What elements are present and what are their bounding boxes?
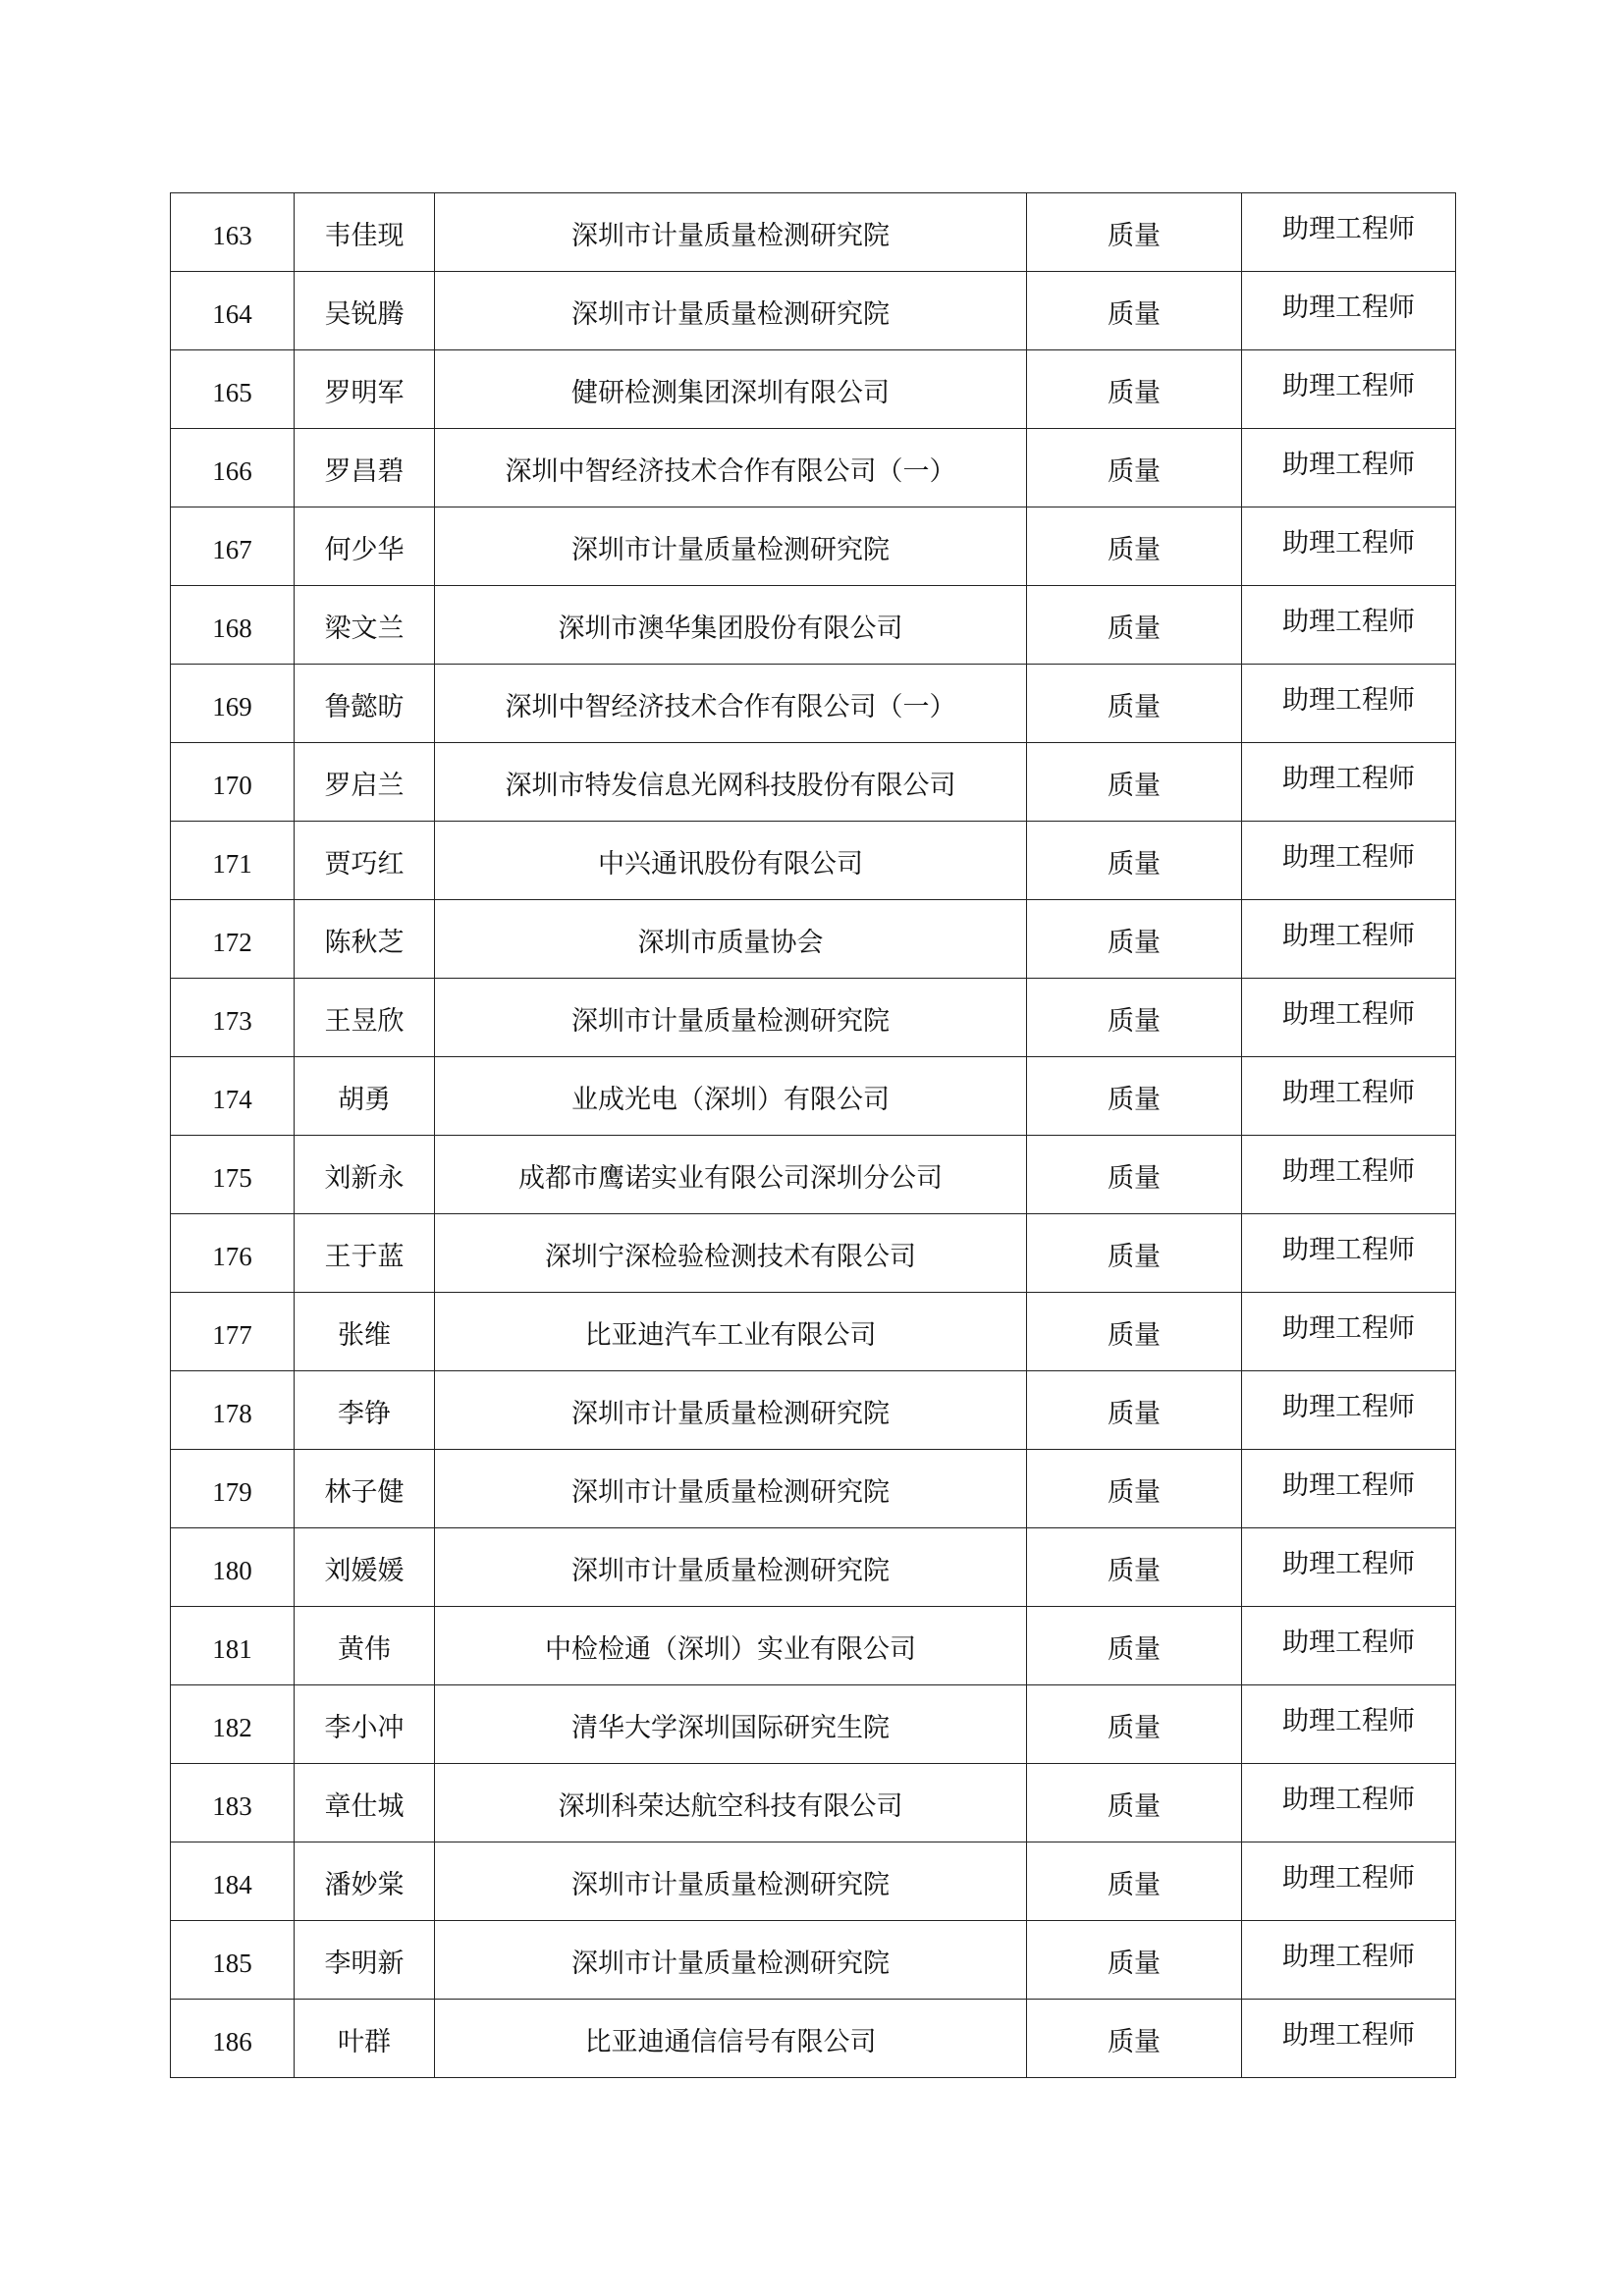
row-number: 168: [212, 614, 252, 643]
person-name: 王于蓝: [324, 1242, 405, 1272]
row-number-cell: [171, 1842, 295, 1921]
table-row: [171, 272, 1456, 350]
row-number-cell: [171, 586, 295, 665]
qualification-title-cell: [1242, 1842, 1456, 1921]
specialty-cell: [1027, 1528, 1242, 1607]
row-number-cell: [171, 507, 295, 586]
person-name: 鲁懿昉: [324, 692, 405, 722]
qualification-title: 助理工程师: [1282, 1313, 1415, 1344]
person-name-cell: [295, 1842, 435, 1921]
person-name-cell: [295, 665, 435, 743]
organization: 中检检通（深圳）实业有限公司: [545, 1634, 916, 1665]
row-number: 178: [212, 1399, 252, 1428]
person-name: 王昱欣: [324, 1006, 405, 1037]
row-number: 177: [212, 1320, 252, 1350]
person-name-cell: [295, 429, 435, 507]
row-number: 183: [212, 1791, 252, 1821]
specialty: 质量: [1108, 849, 1161, 880]
table-row: [171, 1136, 1456, 1214]
organization-cell: [435, 586, 1027, 665]
qualification-title: 助理工程师: [1282, 685, 1415, 716]
row-number: 180: [212, 1556, 252, 1585]
specialty-cell: [1027, 272, 1242, 350]
qualification-title-cell: [1242, 1214, 1456, 1293]
row-number-cell: [171, 1921, 295, 2000]
qualification-title-cell: [1242, 822, 1456, 900]
qualification-title: 助理工程师: [1282, 1785, 1415, 1815]
person-name: 贾巧红: [324, 849, 405, 880]
specialty-cell: [1027, 900, 1242, 979]
organization: 深圳市计量质量检测研究院: [571, 1399, 890, 1429]
qualification-title: 助理工程师: [1282, 1156, 1415, 1187]
person-name: 何少华: [324, 535, 405, 565]
person-name-cell: [295, 1293, 435, 1371]
row-number-cell: [171, 193, 295, 272]
specialty-cell: [1027, 1136, 1242, 1214]
qualification-title: 助理工程师: [1282, 764, 1415, 794]
qualification-title: 助理工程师: [1282, 214, 1415, 244]
specialty-cell: [1027, 1607, 1242, 1685]
organization: 比亚迪汽车工业有限公司: [584, 1320, 877, 1351]
row-number-cell: [171, 1214, 295, 1293]
qualification-title-cell: [1242, 1057, 1456, 1136]
table-row: [171, 350, 1456, 429]
organization: 深圳中智经济技术合作有限公司（一）: [505, 456, 956, 487]
organization-cell: [435, 1371, 1027, 1450]
table-row: [171, 822, 1456, 900]
row-number: 170: [212, 771, 252, 800]
qualification-title: 助理工程师: [1282, 999, 1415, 1030]
row-number: 166: [212, 456, 252, 486]
table-row: [171, 1685, 1456, 1764]
organization: 比亚迪通信信号有限公司: [584, 2027, 877, 2057]
table-row: [171, 2000, 1456, 2078]
specialty: 质量: [1108, 614, 1161, 644]
person-name-cell: [295, 1528, 435, 1607]
person-name-cell: [295, 1685, 435, 1764]
organization-cell: [435, 507, 1027, 586]
specialty: 质量: [1108, 456, 1161, 487]
person-name: 韦佳现: [324, 221, 405, 251]
table-row: [171, 979, 1456, 1057]
qualification-title-cell: [1242, 1528, 1456, 1607]
roster-table: [170, 192, 1456, 2078]
qualification-title-cell: [1242, 193, 1456, 272]
specialty: 质量: [1108, 692, 1161, 722]
row-number: 169: [212, 692, 252, 721]
table-row: [171, 1450, 1456, 1528]
specialty-cell: [1027, 586, 1242, 665]
qualification-title: 助理工程师: [1282, 1628, 1415, 1658]
person-name-cell: [295, 507, 435, 586]
qualification-title-cell: [1242, 1921, 1456, 2000]
specialty: 质量: [1108, 1556, 1161, 1586]
qualification-title-cell: [1242, 350, 1456, 429]
organization-cell: [435, 1136, 1027, 1214]
organization-cell: [435, 429, 1027, 507]
specialty: 质量: [1108, 299, 1161, 330]
qualification-title-cell: [1242, 1371, 1456, 1450]
organization-cell: [435, 665, 1027, 743]
row-number-cell: [171, 272, 295, 350]
organization: 深圳市计量质量检测研究院: [571, 1006, 890, 1037]
specialty: 质量: [1108, 1477, 1161, 1508]
person-name: 李明新: [324, 1949, 405, 1979]
row-number: 164: [212, 299, 252, 329]
person-name-cell: [295, 2000, 435, 2078]
person-name: 罗启兰: [324, 771, 405, 801]
person-name-cell: [295, 193, 435, 272]
table-row: [171, 1293, 1456, 1371]
qualification-title: 助理工程师: [1282, 842, 1415, 873]
person-name: 刘媛媛: [324, 1556, 405, 1586]
row-number-cell: [171, 665, 295, 743]
table-row: [171, 586, 1456, 665]
qualification-title-cell: [1242, 665, 1456, 743]
specialty: 质量: [1108, 1242, 1161, 1272]
organization-cell: [435, 1057, 1027, 1136]
organization-cell: [435, 1685, 1027, 1764]
row-number-cell: [171, 1685, 295, 1764]
person-name-cell: [295, 1607, 435, 1685]
organization: 中兴通讯股份有限公司: [598, 849, 863, 880]
row-number-cell: [171, 1764, 295, 1842]
person-name-cell: [295, 979, 435, 1057]
row-number: 182: [212, 1713, 252, 1742]
row-number-cell: [171, 1528, 295, 1607]
row-number: 184: [212, 1870, 252, 1899]
organization-cell: [435, 1607, 1027, 1685]
person-name: 章仕城: [324, 1791, 405, 1822]
row-number-cell: [171, 1057, 295, 1136]
organization: 深圳市计量质量检测研究院: [571, 1556, 890, 1586]
organization: 深圳市计量质量检测研究院: [571, 535, 890, 565]
specialty-cell: [1027, 743, 1242, 822]
qualification-title: 助理工程师: [1282, 1549, 1415, 1579]
row-number: 173: [212, 1006, 252, 1036]
organization: 深圳市计量质量检测研究院: [571, 1949, 890, 1979]
row-number: 176: [212, 1242, 252, 1271]
person-name: 李小冲: [324, 1713, 405, 1743]
qualification-title: 助理工程师: [1282, 528, 1415, 559]
specialty: 质量: [1108, 1085, 1161, 1115]
person-name-cell: [295, 1214, 435, 1293]
qualification-title: 助理工程师: [1282, 450, 1415, 480]
table-row: [171, 1842, 1456, 1921]
organization: 深圳科荣达航空科技有限公司: [558, 1791, 903, 1822]
qualification-title: 助理工程师: [1282, 607, 1415, 637]
qualification-title: 助理工程师: [1282, 1235, 1415, 1265]
person-name: 刘新永: [324, 1163, 405, 1194]
qualification-title: 助理工程师: [1282, 371, 1415, 401]
qualification-title-cell: [1242, 979, 1456, 1057]
qualification-title-cell: [1242, 586, 1456, 665]
organization-cell: [435, 979, 1027, 1057]
row-number-cell: [171, 2000, 295, 2078]
row-number-cell: [171, 979, 295, 1057]
row-number-cell: [171, 743, 295, 822]
table-row: [171, 743, 1456, 822]
row-number: 163: [212, 221, 252, 250]
organization: 业成光电（深圳）有限公司: [571, 1085, 890, 1115]
qualification-title-cell: [1242, 1607, 1456, 1685]
organization: 深圳市计量质量检测研究院: [571, 299, 890, 330]
specialty: 质量: [1108, 1634, 1161, 1665]
specialty: 质量: [1108, 1949, 1161, 1979]
qualification-title-cell: [1242, 429, 1456, 507]
qualification-title: 助理工程师: [1282, 1706, 1415, 1736]
person-name-cell: [295, 822, 435, 900]
qualification-title-cell: [1242, 1450, 1456, 1528]
qualification-title-cell: [1242, 1764, 1456, 1842]
organization: 健研检测集团深圳有限公司: [571, 378, 890, 408]
specialty-cell: [1027, 507, 1242, 586]
organization-cell: [435, 743, 1027, 822]
person-name-cell: [295, 743, 435, 822]
organization: 深圳中智经济技术合作有限公司（一）: [505, 692, 956, 722]
row-number: 167: [212, 535, 252, 564]
qualification-title-cell: [1242, 900, 1456, 979]
person-name: 李铮: [338, 1399, 391, 1429]
row-number-cell: [171, 900, 295, 979]
qualification-title: 助理工程师: [1282, 2020, 1415, 2051]
row-number-cell: [171, 1450, 295, 1528]
person-name-cell: [295, 350, 435, 429]
person-name: 胡勇: [338, 1085, 391, 1115]
specialty-cell: [1027, 1293, 1242, 1371]
person-name-cell: [295, 1371, 435, 1450]
organization-cell: [435, 193, 1027, 272]
table-row: [171, 1214, 1456, 1293]
specialty: 质量: [1108, 1791, 1161, 1822]
qualification-title-cell: [1242, 507, 1456, 586]
organization: 深圳宁深检验检测技术有限公司: [545, 1242, 916, 1272]
specialty: 质量: [1108, 221, 1161, 251]
qualification-title-cell: [1242, 1136, 1456, 1214]
qualification-title: 助理工程师: [1282, 293, 1415, 323]
qualification-title: 助理工程师: [1282, 1392, 1415, 1422]
organization-cell: [435, 1214, 1027, 1293]
organization: 深圳市计量质量检测研究院: [571, 1870, 890, 1900]
organization-cell: [435, 1921, 1027, 2000]
row-number-cell: [171, 350, 295, 429]
qualification-title: 助理工程师: [1282, 1863, 1415, 1894]
person-name: 潘妙棠: [324, 1870, 405, 1900]
table-row: [171, 665, 1456, 743]
roster-body: [171, 193, 1456, 2078]
specialty-cell: [1027, 665, 1242, 743]
organization-cell: [435, 272, 1027, 350]
specialty: 质量: [1108, 1713, 1161, 1743]
specialty-cell: [1027, 1921, 1242, 2000]
specialty: 质量: [1108, 535, 1161, 565]
organization-cell: [435, 1764, 1027, 1842]
table-row: [171, 1057, 1456, 1136]
specialty: 质量: [1108, 1163, 1161, 1194]
specialty: 质量: [1108, 771, 1161, 801]
qualification-title-cell: [1242, 272, 1456, 350]
person-name: 林子健: [324, 1477, 405, 1508]
specialty: 质量: [1108, 1006, 1161, 1037]
person-name: 罗明军: [324, 378, 405, 408]
qualification-title-cell: [1242, 1293, 1456, 1371]
row-number-cell: [171, 1293, 295, 1371]
person-name-cell: [295, 1450, 435, 1528]
row-number-cell: [171, 822, 295, 900]
row-number-cell: [171, 429, 295, 507]
person-name-cell: [295, 272, 435, 350]
specialty-cell: [1027, 1214, 1242, 1293]
person-name: 罗昌碧: [324, 456, 405, 487]
specialty-cell: [1027, 350, 1242, 429]
specialty: 质量: [1108, 378, 1161, 408]
specialty-cell: [1027, 979, 1242, 1057]
person-name-cell: [295, 1136, 435, 1214]
organization: 成都市鹰诺实业有限公司深圳分公司: [518, 1163, 943, 1194]
specialty-cell: [1027, 822, 1242, 900]
specialty: 质量: [1108, 2027, 1161, 2057]
row-number-cell: [171, 1607, 295, 1685]
person-name: 陈秋芝: [324, 928, 405, 958]
person-name: 叶群: [338, 2027, 391, 2057]
row-number: 186: [212, 2027, 252, 2056]
table-row: [171, 1764, 1456, 1842]
organization: 深圳市特发信息光网科技股份有限公司: [505, 771, 956, 801]
row-number: 174: [212, 1085, 252, 1114]
specialty-cell: [1027, 193, 1242, 272]
specialty-cell: [1027, 1371, 1242, 1450]
table-row: [171, 1921, 1456, 2000]
organization-cell: [435, 900, 1027, 979]
person-name-cell: [295, 1921, 435, 2000]
organization-cell: [435, 1293, 1027, 1371]
qualification-title: 助理工程师: [1282, 1470, 1415, 1501]
organization-cell: [435, 822, 1027, 900]
table-row: [171, 1528, 1456, 1607]
organization-cell: [435, 1842, 1027, 1921]
qualification-title-cell: [1242, 1685, 1456, 1764]
person-name: 吴锐腾: [324, 299, 405, 330]
row-number: 181: [212, 1634, 252, 1664]
person-name: 张维: [338, 1320, 391, 1351]
qualification-title: 助理工程师: [1282, 1078, 1415, 1108]
person-name-cell: [295, 1764, 435, 1842]
organization-cell: [435, 1450, 1027, 1528]
row-number-cell: [171, 1136, 295, 1214]
specialty: 质量: [1108, 1399, 1161, 1429]
person-name: 梁文兰: [324, 614, 405, 644]
organization-cell: [435, 1528, 1027, 1607]
row-number: 185: [212, 1949, 252, 1978]
row-number-cell: [171, 1371, 295, 1450]
specialty: 质量: [1108, 928, 1161, 958]
organization: 深圳市质量协会: [637, 928, 824, 958]
organization: 清华大学深圳国际研究生院: [571, 1713, 890, 1743]
person-name-cell: [295, 900, 435, 979]
organization: 深圳市计量质量检测研究院: [571, 1477, 890, 1508]
qualification-title-cell: [1242, 743, 1456, 822]
specialty-cell: [1027, 1842, 1242, 1921]
organization: 深圳市澳华集团股份有限公司: [558, 614, 903, 644]
qualification-title-cell: [1242, 2000, 1456, 2078]
specialty-cell: [1027, 1450, 1242, 1528]
specialty: 质量: [1108, 1870, 1161, 1900]
specialty: 质量: [1108, 1320, 1161, 1351]
row-number: 179: [212, 1477, 252, 1507]
table-row: [171, 900, 1456, 979]
organization-cell: [435, 350, 1027, 429]
table-row: [171, 429, 1456, 507]
table-row: [171, 1371, 1456, 1450]
person-name: 黄伟: [338, 1634, 391, 1665]
specialty-cell: [1027, 1057, 1242, 1136]
table-row: [171, 1607, 1456, 1685]
specialty-cell: [1027, 1764, 1242, 1842]
specialty-cell: [1027, 2000, 1242, 2078]
row-number: 165: [212, 378, 252, 407]
row-number: 171: [212, 849, 252, 879]
organization: 深圳市计量质量检测研究院: [571, 221, 890, 251]
row-number: 175: [212, 1163, 252, 1193]
specialty-cell: [1027, 1685, 1242, 1764]
organization-cell: [435, 2000, 1027, 2078]
person-name-cell: [295, 586, 435, 665]
person-name-cell: [295, 1057, 435, 1136]
qualification-title: 助理工程师: [1282, 921, 1415, 951]
table-row: [171, 507, 1456, 586]
row-number: 172: [212, 928, 252, 957]
table-row: [171, 193, 1456, 272]
qualification-title: 助理工程师: [1282, 1942, 1415, 1972]
specialty-cell: [1027, 429, 1242, 507]
